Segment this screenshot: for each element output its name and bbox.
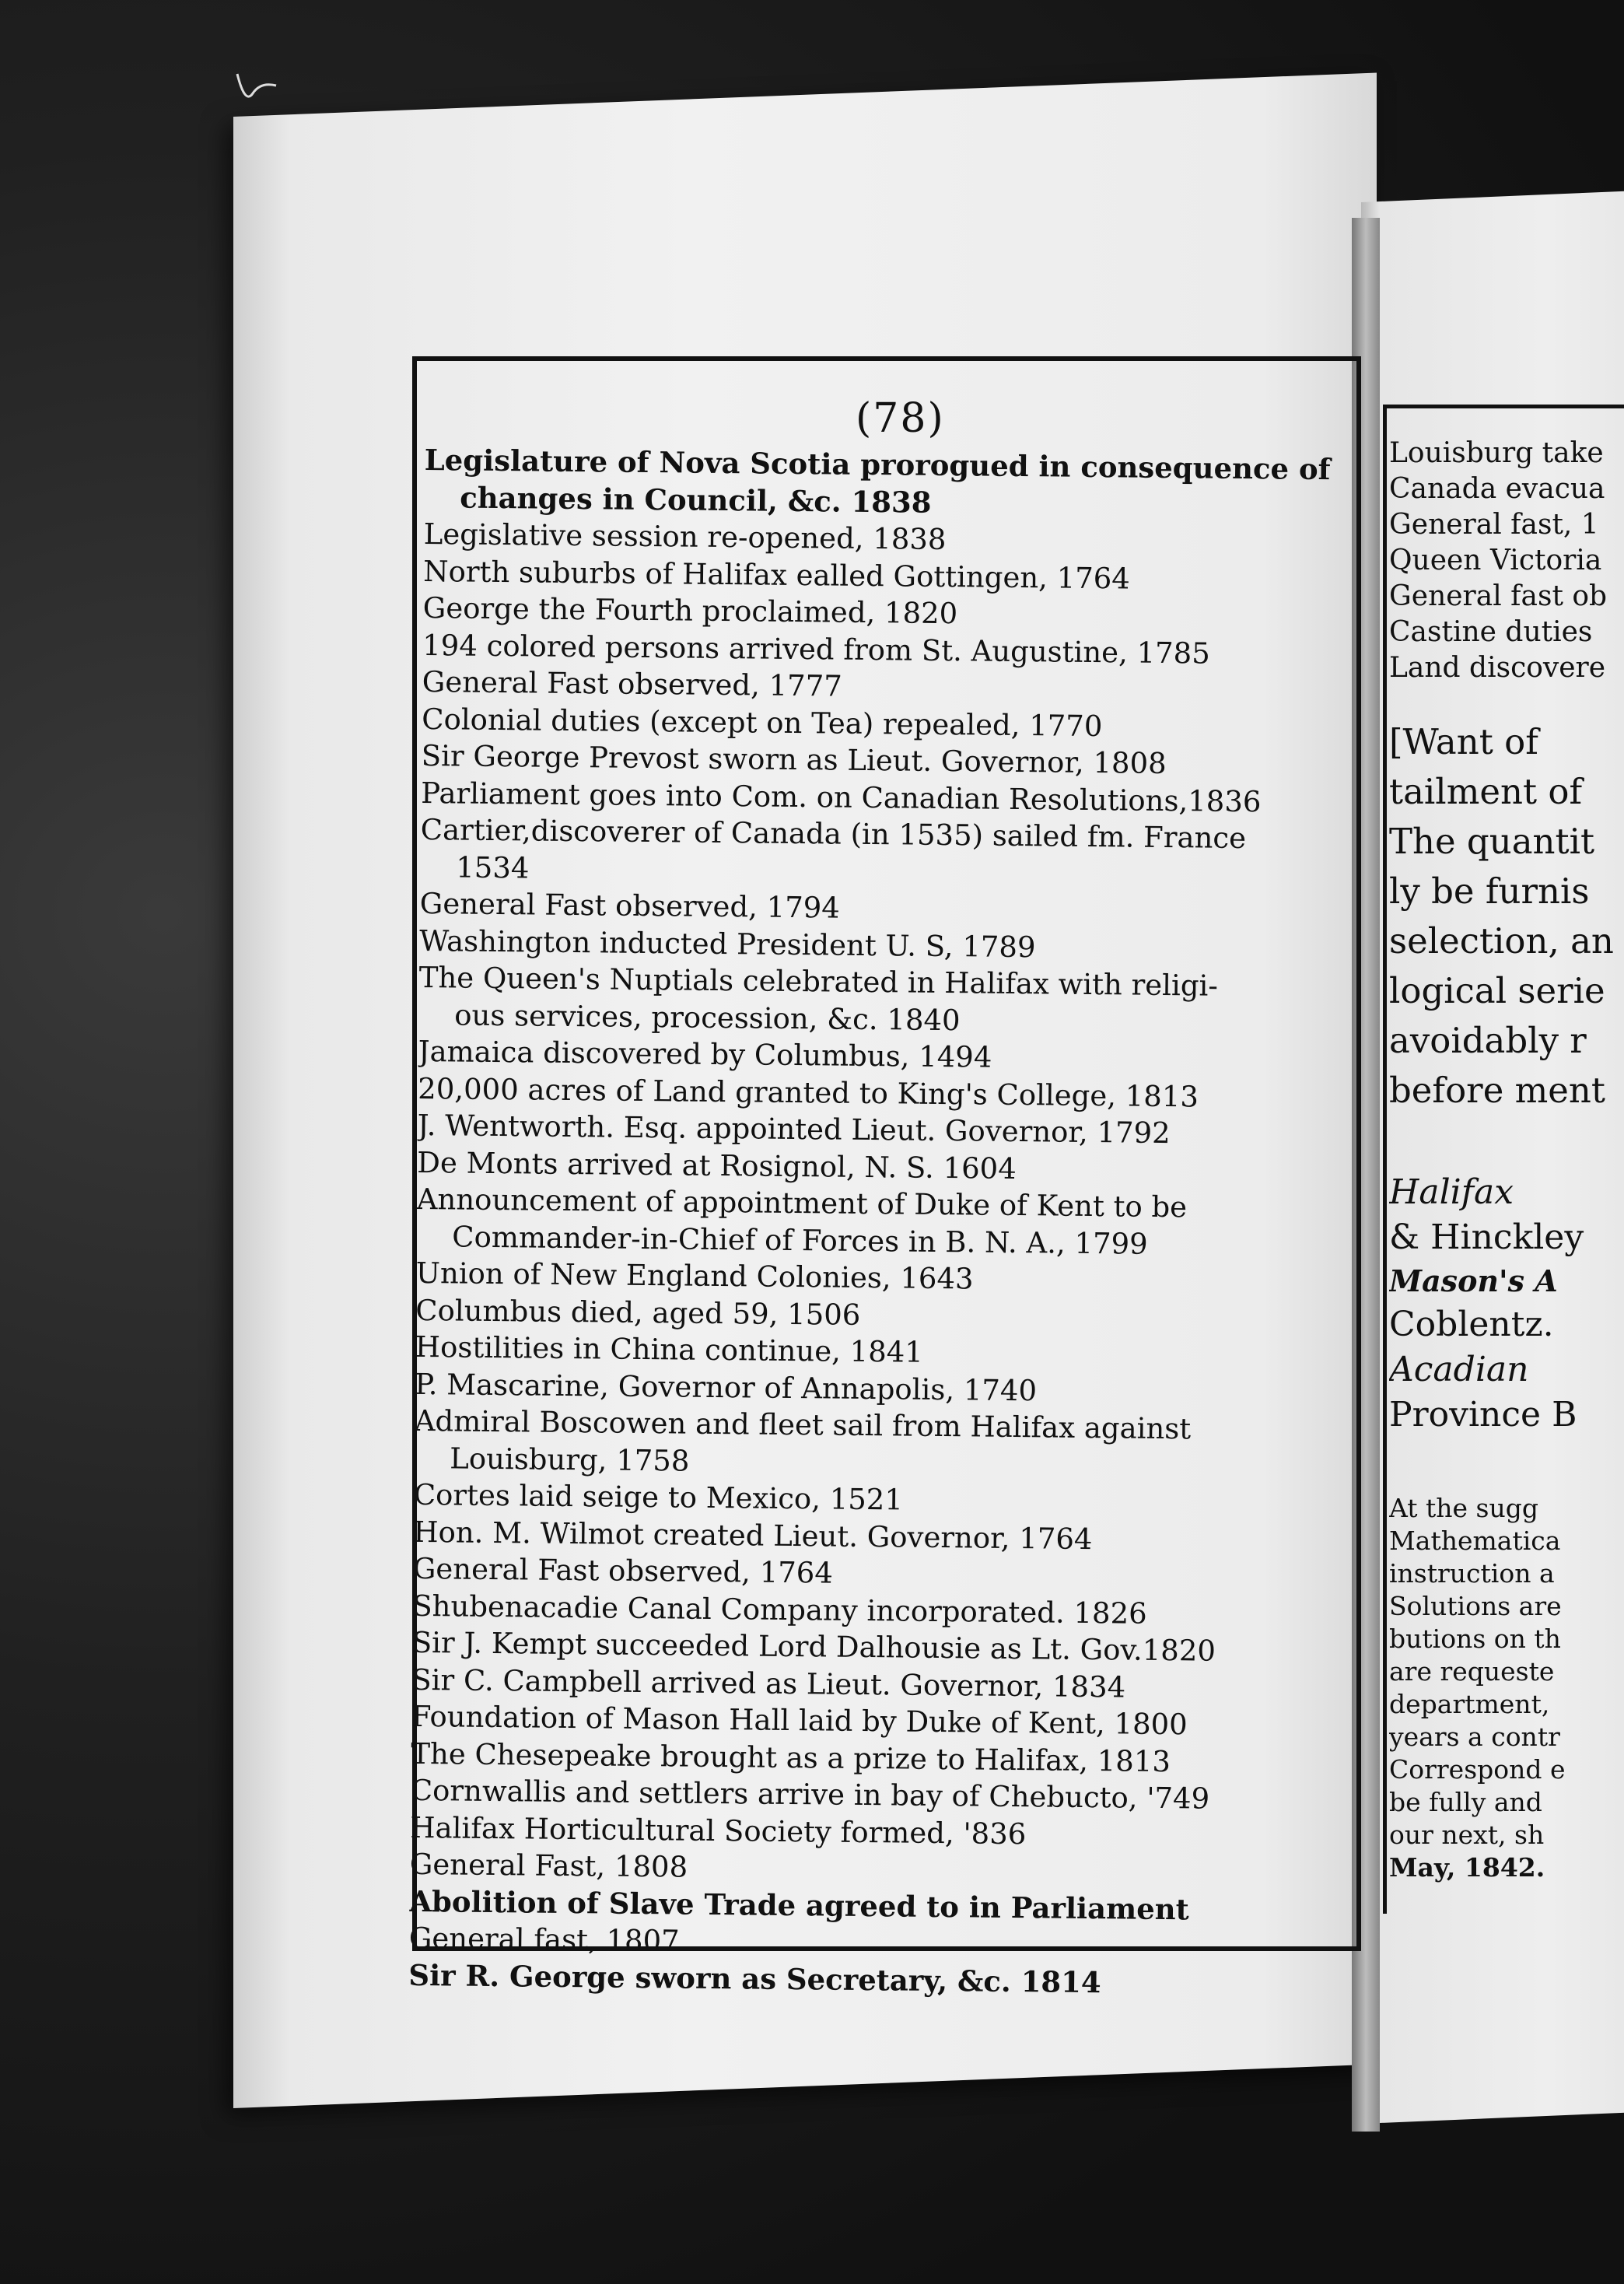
entry-text: P. Mascarine, Governor of Annapolis, 1740 xyxy=(415,1367,1038,1407)
right-list-line: Canada evacua xyxy=(1389,473,1605,505)
right-page-column xyxy=(1389,436,1624,1884)
notice-line: instruction a xyxy=(1389,1558,1555,1589)
entry-text: North suburbs of Halifax ealled Gottingen, 1764 xyxy=(423,554,1131,596)
entry-text: Cortes laid seige to Mexico, 1521 xyxy=(413,1477,904,1517)
entry-text: The Queen's Nuptials celebrated in Halifax with religi- xyxy=(418,960,1219,1003)
entry-text: Halifax Horticultural Society formed, '836 xyxy=(410,1810,1027,1851)
publisher-line: Acadian xyxy=(1389,1350,1529,1389)
entry-text: Sir C. Campbell arrived as Lieut. Governor, 1834 xyxy=(411,1662,1126,1704)
publisher-line: Coblentz. xyxy=(1389,1305,1554,1344)
entry-text: Columbus died, aged 59, 1506 xyxy=(415,1293,861,1332)
entry-text: Hostilities in China continue, 1841 xyxy=(415,1329,924,1369)
publishers-list xyxy=(1389,1170,1624,1438)
notice-line: Solutions are xyxy=(1389,1591,1562,1621)
note-line: logical serie xyxy=(1389,970,1605,1011)
entry-text: George the Fourth proclaimed, 1820 xyxy=(422,590,958,631)
entry-continuation: 1534 xyxy=(456,849,530,885)
editorial-note xyxy=(1389,717,1624,1116)
entry-text: General Fast observed, 1794 xyxy=(419,886,841,925)
chronology-list xyxy=(408,442,1358,2003)
note-line: The quantit xyxy=(1389,821,1595,862)
chronology-entry xyxy=(424,442,1358,526)
notice-line: Mathematica xyxy=(1389,1526,1561,1556)
right-list-line: Land discovere xyxy=(1389,652,1606,684)
publisher-line: Province B xyxy=(1389,1395,1577,1435)
entry-text: Legislature of Nova Scotia prorogued in consequence of xyxy=(424,442,1331,487)
entry-text: General Fast observed, 1777 xyxy=(422,664,843,703)
entry-text: 194 colored persons arrived from St. Augustine, 1785 xyxy=(422,628,1210,671)
entry-text: General Fast, 1808 xyxy=(409,1847,688,1884)
right-chronology-list xyxy=(1389,436,1624,686)
notice-line: years a contr xyxy=(1389,1722,1560,1752)
chronology-entry xyxy=(416,1181,1350,1265)
entry-continuation: changes in Council, &c. 1838 xyxy=(460,479,932,520)
entry-text: Sir J. Kempt succeeded Lord Dalhousie as Lt. Gov.1820 xyxy=(411,1625,1216,1668)
notice-line: At the sugg xyxy=(1389,1493,1538,1523)
entry-text: Colonial duties (except on Tea) repealed, 1770 xyxy=(422,702,1103,743)
entry-continuation: Louisburg, 1758 xyxy=(450,1441,690,1478)
notice-line: department, xyxy=(1389,1689,1550,1719)
entry-text: Hon. M. Wilmot created Lieut. Governor, 1764 xyxy=(413,1515,1093,1556)
notice-line: our next, sh xyxy=(1389,1820,1545,1850)
note-line: ly be furnis xyxy=(1389,871,1590,912)
chronology-entry xyxy=(420,811,1354,895)
notice-line: Correspond e xyxy=(1389,1754,1566,1785)
note-line: avoidably r xyxy=(1389,1020,1587,1061)
entry-text: Sir George Prevost sworn as Lieut. Governor, 1808 xyxy=(421,738,1167,781)
entry-text: Sir R. George sworn as Secretary, &c. 1814 xyxy=(408,1957,1101,1999)
notice-paragraph xyxy=(1389,1492,1624,1884)
entry-text: De Monts arrived at Rosignol, N. S. 1604 xyxy=(417,1145,1017,1186)
publisher-line: & Hinckley xyxy=(1389,1217,1584,1257)
entry-continuation: ous services, procession, &c. 1840 xyxy=(454,997,961,1037)
page-number: (78) xyxy=(856,395,945,442)
pencil-mark xyxy=(233,70,280,109)
entry-text: J. Wentworth. Esq. appointed Lieut. Governor, 1792 xyxy=(417,1108,1171,1151)
entry-text: Abolition of Slave Trade agreed to in Parliament xyxy=(409,1883,1189,1926)
note-line: tailment of xyxy=(1389,771,1583,812)
publisher-line: Mason's A xyxy=(1389,1263,1558,1298)
entry-text: General fast, 1807 xyxy=(408,1921,680,1958)
note-line: before ment xyxy=(1389,1070,1605,1111)
entry-text: Union of New England Colonies, 1643 xyxy=(415,1256,974,1296)
note-line: selection, an xyxy=(1389,920,1614,962)
entry-text: Cornwallis and settlers arrive in bay of Chebucto, '749 xyxy=(410,1773,1210,1816)
entry-text: Announcement of appointment of Duke of Kent to be xyxy=(416,1182,1188,1224)
entry-text: Washington inducted President U. S, 1789 xyxy=(419,923,1036,964)
notice-line: butions on th xyxy=(1389,1624,1561,1654)
chronology-entry xyxy=(414,1403,1348,1487)
publisher-line: Halifax xyxy=(1389,1172,1514,1212)
notice-line: be fully and xyxy=(1389,1787,1542,1817)
entry-text: The Chesepeake brought as a prize to Halifax, 1813 xyxy=(411,1736,1171,1778)
right-list-line: Castine duties xyxy=(1389,616,1593,648)
chronology-entry xyxy=(418,959,1353,1043)
entry-text: 20,000 acres of Land granted to King's College, 1813 xyxy=(418,1071,1199,1113)
entry-text: Legislative session re-opened, 1838 xyxy=(423,517,947,557)
right-list-line: Queen Victoria xyxy=(1389,545,1602,576)
notice-line: May, 1842. xyxy=(1389,1852,1545,1883)
notice-line: are requeste xyxy=(1389,1656,1555,1687)
note-line: [Want of xyxy=(1389,721,1538,762)
entry-text: General Fast observed, 1764 xyxy=(412,1551,834,1590)
right-list-line: General fast, 1 xyxy=(1389,509,1599,541)
entry-text: Admiral Boscowen and fleet sail from Halifax against xyxy=(414,1403,1192,1446)
entry-text: Parliament goes into Com. on Canadian Resolutions,1836 xyxy=(421,776,1262,818)
right-list-line: General fast ob xyxy=(1389,580,1608,612)
right-list-line: Louisburg take xyxy=(1389,437,1604,469)
entry-continuation: Commander-in-Chief of Forces in B. N. A., 1799 xyxy=(452,1219,1148,1261)
entry-text: Foundation of Mason Hall laid by Duke of Kent, 1800 xyxy=(411,1699,1188,1742)
entry-text: Shubenacadie Canal Company incorporated. 1826 xyxy=(412,1589,1147,1631)
entry-text: Jamaica discovered by Columbus, 1494 xyxy=(418,1034,992,1074)
entry-text: Cartier,discoverer of Canada (in 1535) sailed fm. France xyxy=(420,812,1247,856)
